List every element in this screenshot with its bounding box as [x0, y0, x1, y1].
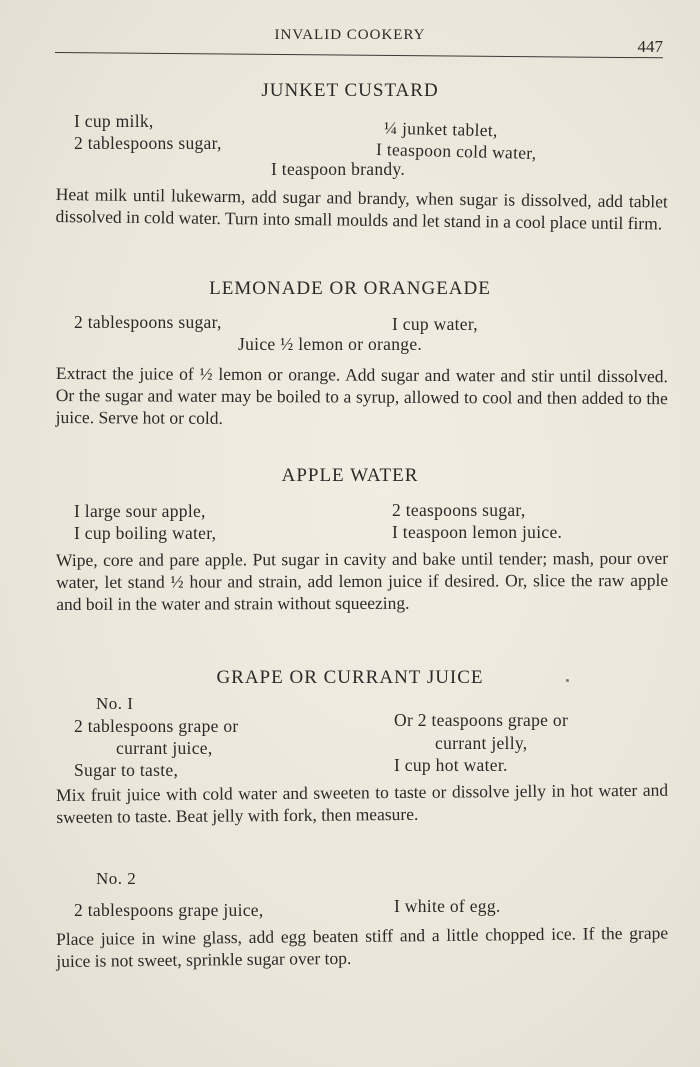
ingredient: Juice ½ lemon or orange. — [238, 334, 423, 354]
ingredient: 2 tablespoons grape or — [74, 716, 239, 736]
ingredient: I cup water, — [392, 314, 478, 334]
ingredient: 2 teaspoons sugar, — [392, 500, 526, 520]
ingredient: I large sour apple, — [74, 501, 206, 521]
running-head: INVALID COOKERY — [274, 27, 426, 43]
recipe-heading-grape-or-currant-juice: GRAPE OR CURRANT JUICE — [216, 667, 484, 688]
ingredient: I cup hot water. — [394, 755, 508, 775]
page-number: 447 — [637, 37, 663, 56]
variant-label-no-2: No. 2 — [96, 869, 137, 888]
recipe-method: Place juice in wine glass, add egg beaten stiff and a little chopped ice. If the grape juice is not sweet, sprinkle sugar over top. — [56, 922, 669, 971]
ingredient: 2 tablespoons sugar, — [74, 133, 222, 153]
ingredient: Sugar to taste, — [74, 760, 179, 780]
recipe-heading-apple-water: APPLE WATER — [281, 465, 419, 486]
variant-label-no-1: No. I — [96, 694, 134, 713]
recipe-method: Extract the juice of ½ lemon or orange. Add sugar and water and stir until dissolved. Or the sugar and water may be boiled to a syrup, allowed to cool and then added to the juice. Serve hot or cold. — [55, 363, 668, 428]
recipe-method: Heat milk until lukewarm, add sugar and brandy, when sugar is dissolved, add tablet dissolved in cold water. Turn into small moulds and let stand in a cool place until firm. — [55, 183, 668, 234]
recipe-method: Mix fruit juice with cold water and sweeten to taste or dissolve jelly in hot water and sweeten to taste. Beat jelly with fork, then measure. — [56, 779, 669, 827]
ingredient: I teaspoon lemon juice. — [392, 522, 563, 542]
header-rule — [55, 52, 663, 58]
ink-speck — [566, 679, 569, 682]
ingredient: 2 tablespoons sugar, — [74, 312, 222, 332]
recipe-heading-lemonade-or-orangeade: LEMONADE OR ORANGEADE — [209, 278, 491, 299]
ingredient: currant jelly, — [435, 733, 528, 753]
recipe-heading-junket-custard: JUNKET CUSTARD — [261, 80, 439, 101]
ingredient: I cup milk, — [74, 111, 154, 131]
ingredient: I cup boiling water, — [74, 523, 217, 543]
ingredient: currant juice, — [116, 738, 213, 758]
ingredient: I teaspoon brandy. — [271, 159, 406, 179]
ingredient: 2 tablespoons grape juice, — [74, 900, 264, 920]
recipe-method: Wipe, core and pare apple. Put sugar in cavity and bake until tender; mash, pour over water, let stand ½ hour and strain, add lemon juice if desired. Or, slice the raw apple and boil in the water and strain without squeezing. — [56, 547, 669, 614]
ingredient: ¼ junket tablet, — [383, 117, 498, 141]
ingredient: I teaspoon cold water, — [375, 139, 537, 163]
ingredient: Or 2 teaspoons grape or — [394, 710, 569, 730]
ingredient: I white of egg. — [394, 896, 501, 916]
